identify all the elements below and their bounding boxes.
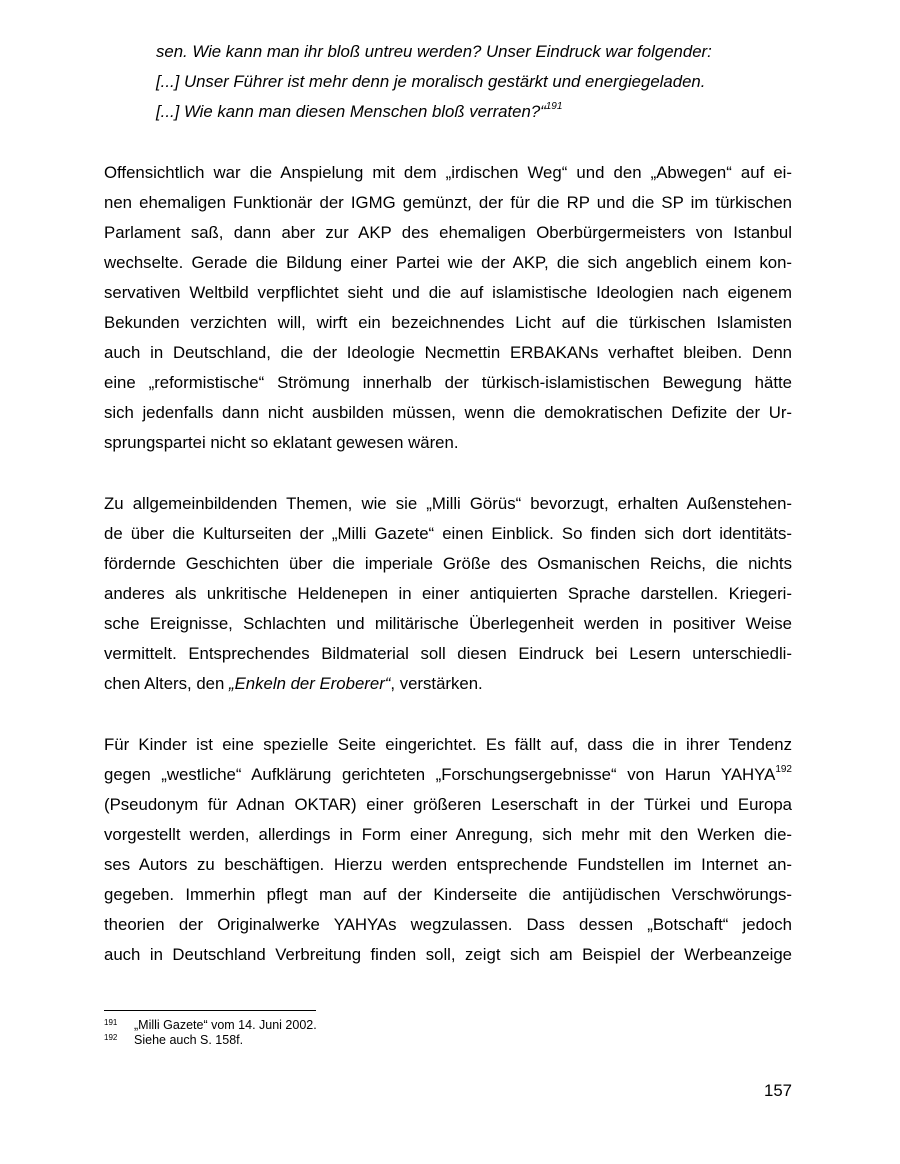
paragraph-line: vermittelt. Entsprechendes Bildmaterial soll diesen Eindruck bei Lesern unterschiedli- — [104, 644, 792, 663]
footnote-ref: 192 — [775, 764, 792, 776]
paragraph-line: vorgestellt werden, allerdings in Form einer Anregung, sich mehr mit den Werken die- — [104, 825, 792, 844]
quote-line — [156, 101, 562, 123]
text-segment: chen Alters, den — [104, 674, 230, 693]
paragraph-line: Für Kinder ist eine spezielle Seite eingerichtet. Es fällt auf, dass die in ihrer Tendenz — [104, 735, 792, 754]
paragraph-line: Zu allgemeinbildenden Themen, wie sie „Milli Görüs“ bevorzugt, erhalten Außenstehen- — [104, 494, 792, 513]
paragraph-line: fördernde Geschichten über die imperiale Größe des Osmanischen Reichs, die nichts — [104, 554, 792, 573]
quote-line: [...] Unser Führer ist mehr denn je moralisch gestärkt und energiegeladen. — [156, 72, 706, 91]
text-segment: gegen „westliche“ Aufklärung gerichteten „Forschungsergebnisse“ von Harun YAHYA — [104, 765, 776, 784]
footnote — [104, 1033, 243, 1047]
paragraph-line — [104, 764, 792, 786]
paragraph-line: anderes als unkritische Heldenepen in einer antiquierten Sprache darstellen. Kriegeri- — [104, 584, 792, 603]
text-segment: , verstärken. — [390, 674, 483, 693]
paragraph-line: theorien der Originalwerke YAHYAs wegzulassen. Dass dessen „Botschaft“ jedoch — [104, 915, 792, 934]
paragraph-line: sche Ereignisse, Schlachten und militärische Überlegenheit werden in positiver Weise — [104, 614, 792, 633]
quote-line: sen. Wie kann man ihr bloß untreu werden? Unser Eindruck war folgender: — [156, 42, 712, 61]
paragraph-line: auch in Deutschland Verbreitung finden soll, zeigt sich am Beispiel der Werbeanzeige — [104, 945, 792, 964]
paragraph-line: Bekunden verzichten will, wirft ein bezeichnendes Licht auf die türkischen Islamisten — [104, 313, 792, 332]
paragraph-line: sprungspartei nicht so eklatant gewesen wären. — [104, 433, 459, 452]
page-number: 157 — [764, 1081, 792, 1100]
footnote-text: „Milli Gazete“ vom 14. Juni 2002. — [134, 1018, 317, 1032]
footnote-number: 192 — [104, 1033, 118, 1042]
paragraph-line: auch in Deutschland, die der Ideologie Necmettin ERBAKANs verhaftet bleiben. Denn — [104, 343, 792, 362]
paragraph-line: gegeben. Immerhin pflegt man auf der Kinderseite die antijüdischen Verschwörungs- — [104, 885, 792, 904]
paragraph-line: de über die Kulturseiten der „Milli Gazete“ einen Einblick. So finden sich dort identitäts- — [104, 524, 792, 543]
paragraph-line — [104, 673, 792, 695]
quote-text: [...] Wie kann man diesen Menschen bloß verraten?“ — [156, 102, 546, 121]
paragraph-line: eine „reformistische“ Strömung innerhalb der türkisch-islamistischen Bewegung hätte — [104, 373, 792, 392]
footnote-text: Siehe auch S. 158f. — [134, 1033, 244, 1047]
footnote-number: 191 — [104, 1018, 118, 1027]
paragraph-line: wechselte. Gerade die Bildung einer Partei wie der AKP, die sich angeblich einem kon- — [104, 253, 792, 272]
paragraph-line: (Pseudonym für Adnan OKTAR) einer größeren Leserschaft in der Türkei und Europa — [104, 795, 792, 814]
paragraph-line: Parlament saß, dann aber zur AKP des ehemaligen Oberbürgermeisters von Istanbul — [104, 223, 792, 242]
paragraph-line: sich jedenfalls dann nicht ausbilden müssen, wenn die demokratischen Defizite der Ur- — [104, 403, 792, 422]
footnote-ref: 191 — [545, 101, 563, 113]
italic-phrase: „Enkeln der Eroberer“ — [229, 674, 391, 693]
paragraph-line: servativen Weltbild verpflichtet sieht und die auf islamistische Ideologien nach eigenem — [104, 283, 792, 302]
paragraph-line: Offensichtlich war die Anspielung mit dem „irdischen Weg“ und den „Abwegen“ auf ei- — [104, 163, 792, 182]
footnote-separator — [104, 1010, 316, 1011]
footnote — [104, 1018, 317, 1032]
paragraph-line: ses Autors zu beschäftigen. Hierzu werden entsprechende Fundstellen im Internet an- — [104, 855, 792, 874]
paragraph-line: nen ehemaligen Funktionär der IGMG gemünzt, der für die RP und die SP im türkischen — [104, 193, 792, 212]
